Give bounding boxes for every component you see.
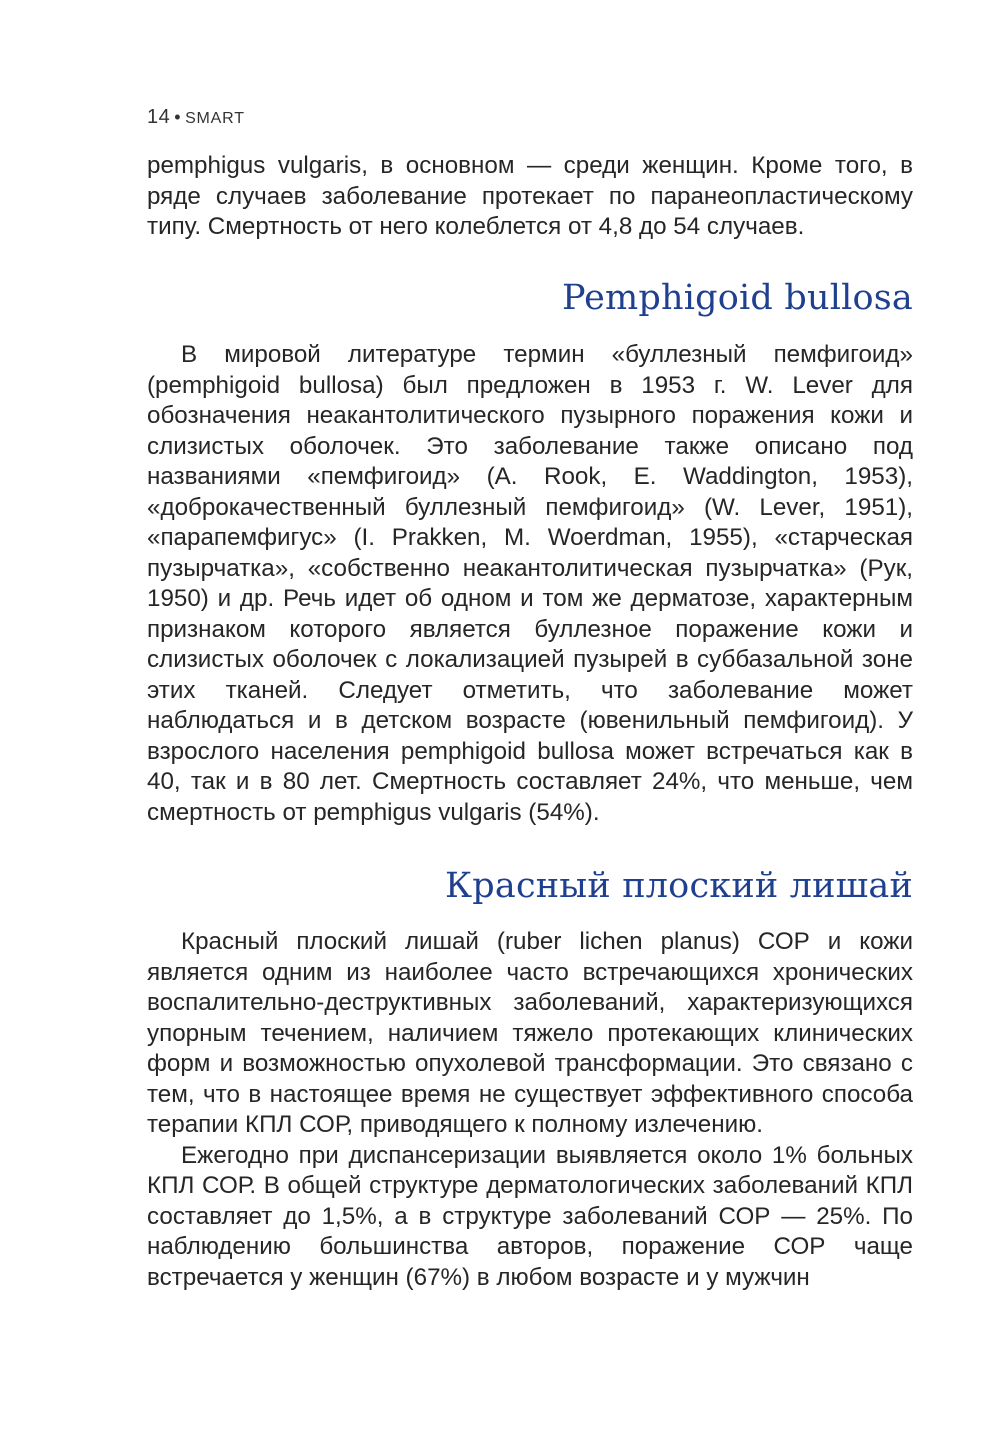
section-heading-lichen: Красный плоский лишай bbox=[445, 866, 913, 906]
lichen-paragraph-1: Красный плоский лишай (ruber lichen planus) СОР и кожи является одним из наиболее часто встречающихся хронических воспалительно-деструктивных заболеваний, характеризующихся упорным течением, наличием тяжело протекающих клинических форм и возможностью опухолевой трансформации. Это связано с тем, что в настоящее время не существует эффективного способа терапии КПЛ СОР, приводящего к полному излечению. bbox=[147, 928, 913, 1138]
lichen-paragraph-2: Ежегодно при диспансеризации выявляется около 1% больных КПЛ СОР. В общей структуре дерматологических заболеваний КПЛ составляет до 1,5%, а в структуре заболеваний СОР — 25%. По наблюдению большинства авторов, поражение СОР чаще встречается у женщин (67%) в любом возрасте и у мужчин bbox=[147, 1141, 913, 1291]
pemphigoid-paragraph: В мировой литературе термин «буллезный пемфигоид» (pemphigoid bullosa) был предложен в 1953 г. W. Lever для обозначения неакантолитического пузырного поражения кожи и слизистых оболочек. Это заболевание также описано под названиями «пемфигоид» (A. Rook, E. Waddington, 1953), «доброкачественный буллезный пемфигоид» (W. Lever, 1951), «парапемфигус» (I. Prakken, M. Woerdman, 1955), «старческая пузырчатка», «собственно неакантолитическая пузырчатка» (Рук, 1950) и др. Речь идет об одном и том же дерматозе, характерным признаком которого является буллезное поражение кожи и слизистых оболочек с локализацией пузырей в суббазальной зоне этих тканей. Следует отметить, что заболевание может наблюдаться и в детском возрасте (ювенильный пемфигоид). У взрослого населения pemphigoid bullosa может встречаться как в 40, так и в 80 лет. Смертность составляет 24%, что меньше, чем смертность от pemphigus vulgaris (54%). bbox=[147, 341, 913, 826]
section-pemphigoid-body bbox=[147, 340, 913, 828]
section-heading-pemphigoid: Pemphigoid bullosa bbox=[561, 278, 913, 318]
header-separator: • bbox=[174, 107, 182, 127]
section-lichen-body bbox=[147, 927, 913, 1293]
section-lichen bbox=[147, 866, 913, 906]
page-number: 14 bbox=[147, 106, 171, 128]
running-head bbox=[147, 106, 245, 129]
intro-text bbox=[147, 151, 913, 243]
running-title: SMART bbox=[185, 110, 245, 127]
section-pemphigoid bbox=[147, 278, 913, 318]
intro-paragraph: pemphigus vulgaris, в основном — среди женщин. Кроме того, в ряде случаев заболевание протекает по паранеопластическому типу. Смертность от него колеблется от 4,8 до 54 случаев. bbox=[147, 152, 913, 240]
